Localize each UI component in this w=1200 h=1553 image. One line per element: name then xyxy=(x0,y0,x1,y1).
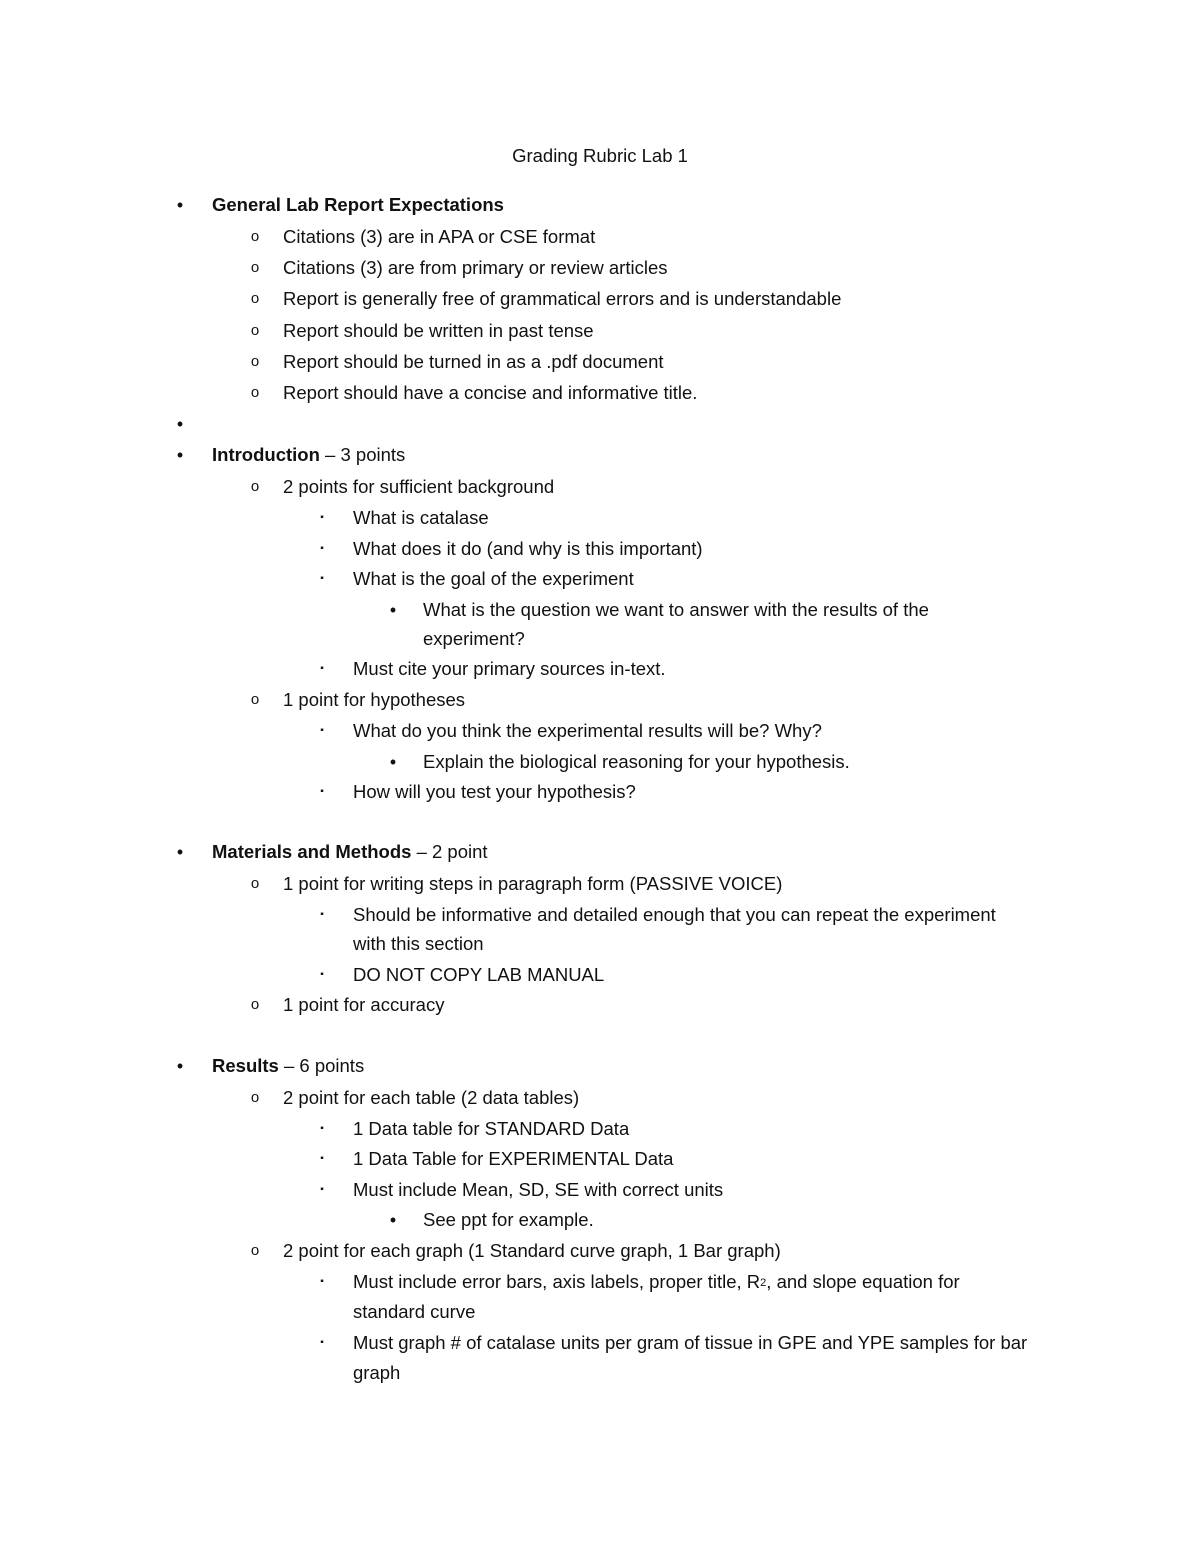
item-text: Report should be written in past tense xyxy=(283,320,594,341)
circle-marker: o xyxy=(250,691,260,708)
square-marker: ▪ xyxy=(320,786,324,797)
item-text: 2 point for each graph (1 Standard curve graph, 1 Bar graph) xyxy=(283,1240,781,1261)
square-marker: ▪ xyxy=(320,909,324,920)
bullet-marker: • xyxy=(176,842,184,862)
bullet-marker: • xyxy=(389,1210,397,1230)
section-points: – 3 points xyxy=(319,444,406,465)
item-text: Citations (3) are from primary or review articles xyxy=(283,257,668,278)
circle-marker: o xyxy=(250,478,260,495)
item-text: What is the question we want to answer with the results of the xyxy=(423,599,929,620)
circle-marker: o xyxy=(250,290,260,307)
document-title: Grading Rubric Lab 1 xyxy=(512,145,688,166)
square-marker: ▪ xyxy=(320,1337,324,1348)
superscript: 2 xyxy=(760,1277,767,1289)
item-text: , and slope equation for xyxy=(766,1271,960,1292)
item-text-continued: with this section xyxy=(353,933,484,954)
item-text: Must cite your primary sources in-text. xyxy=(353,658,666,679)
circle-marker: o xyxy=(250,1242,260,1259)
square-marker: ▪ xyxy=(320,1184,324,1195)
bullet-marker: • xyxy=(176,195,184,215)
item-text: Must include Mean, SD, SE with correct units xyxy=(353,1179,724,1200)
section-heading: Materials and Methods xyxy=(212,841,412,862)
circle-marker: o xyxy=(250,228,260,245)
item-text: 1 Data table for STANDARD Data xyxy=(353,1118,630,1139)
item-text: Explain the biological reasoning for your hypothesis. xyxy=(423,751,850,772)
item-text: 2 point for each table (2 data tables) xyxy=(283,1087,580,1108)
section-points: – 2 point xyxy=(411,841,488,862)
section-heading: General Lab Report Expectations xyxy=(212,194,504,215)
item-text: What is the goal of the experiment xyxy=(353,568,634,589)
square-marker: ▪ xyxy=(320,1276,324,1287)
circle-marker: o xyxy=(250,996,260,1013)
square-marker: ▪ xyxy=(320,1153,324,1164)
section-points: – 6 points xyxy=(278,1055,365,1076)
square-marker: ▪ xyxy=(320,725,324,736)
section-heading: Results xyxy=(212,1055,279,1076)
item-text: How will you test your hypothesis? xyxy=(353,781,636,802)
bullet-marker: • xyxy=(389,600,397,620)
item-text: Report should be turned in as a .pdf document xyxy=(283,351,664,372)
item-text: Report is generally free of grammatical errors and is understandable xyxy=(283,288,842,309)
bullet-marker: • xyxy=(176,414,184,434)
square-marker: ▪ xyxy=(320,512,324,523)
circle-marker: o xyxy=(250,384,260,401)
section-heading: Introduction xyxy=(212,444,320,465)
circle-marker: o xyxy=(250,875,260,892)
item-text-continued: standard curve xyxy=(353,1301,476,1322)
square-marker: ▪ xyxy=(320,969,324,980)
bullet-marker: • xyxy=(176,1056,184,1076)
item-text: Must include error bars, axis labels, proper title, R xyxy=(353,1271,761,1292)
item-text: 1 point for writing steps in paragraph form (PASSIVE VOICE) xyxy=(283,873,783,894)
item-text-continued: graph xyxy=(353,1362,401,1383)
item-text: 1 point for accuracy xyxy=(283,994,445,1015)
bullet-marker: • xyxy=(389,752,397,772)
bullet-marker: • xyxy=(176,445,184,465)
item-text: Must graph # of catalase units per gram of tissue in GPE and YPE samples for bar xyxy=(353,1332,1028,1353)
circle-marker: o xyxy=(250,353,260,370)
circle-marker: o xyxy=(250,1089,260,1106)
circle-marker: o xyxy=(250,259,260,276)
square-marker: ▪ xyxy=(320,573,324,584)
square-marker: ▪ xyxy=(320,543,324,554)
item-text: What do you think the experimental results will be? Why? xyxy=(353,720,822,741)
item-text: 2 points for sufficient background xyxy=(283,476,555,497)
circle-marker: o xyxy=(250,322,260,339)
item-text: What does it do (and why is this important) xyxy=(353,538,703,559)
item-text: Report should have a concise and informative title. xyxy=(283,382,698,403)
item-text: What is catalase xyxy=(353,507,489,528)
item-text-continued: experiment? xyxy=(423,628,525,649)
square-marker: ▪ xyxy=(320,1123,324,1134)
item-text: 1 Data Table for EXPERIMENTAL Data xyxy=(353,1148,674,1169)
square-marker: ▪ xyxy=(320,663,324,674)
item-text: Should be informative and detailed enough that you can repeat the experiment xyxy=(353,904,996,925)
item-text: DO NOT COPY LAB MANUAL xyxy=(353,964,605,985)
item-text: Citations (3) are in APA or CSE format xyxy=(283,226,596,247)
item-text: See ppt for example. xyxy=(423,1209,594,1230)
item-text: 1 point for hypotheses xyxy=(283,689,466,710)
